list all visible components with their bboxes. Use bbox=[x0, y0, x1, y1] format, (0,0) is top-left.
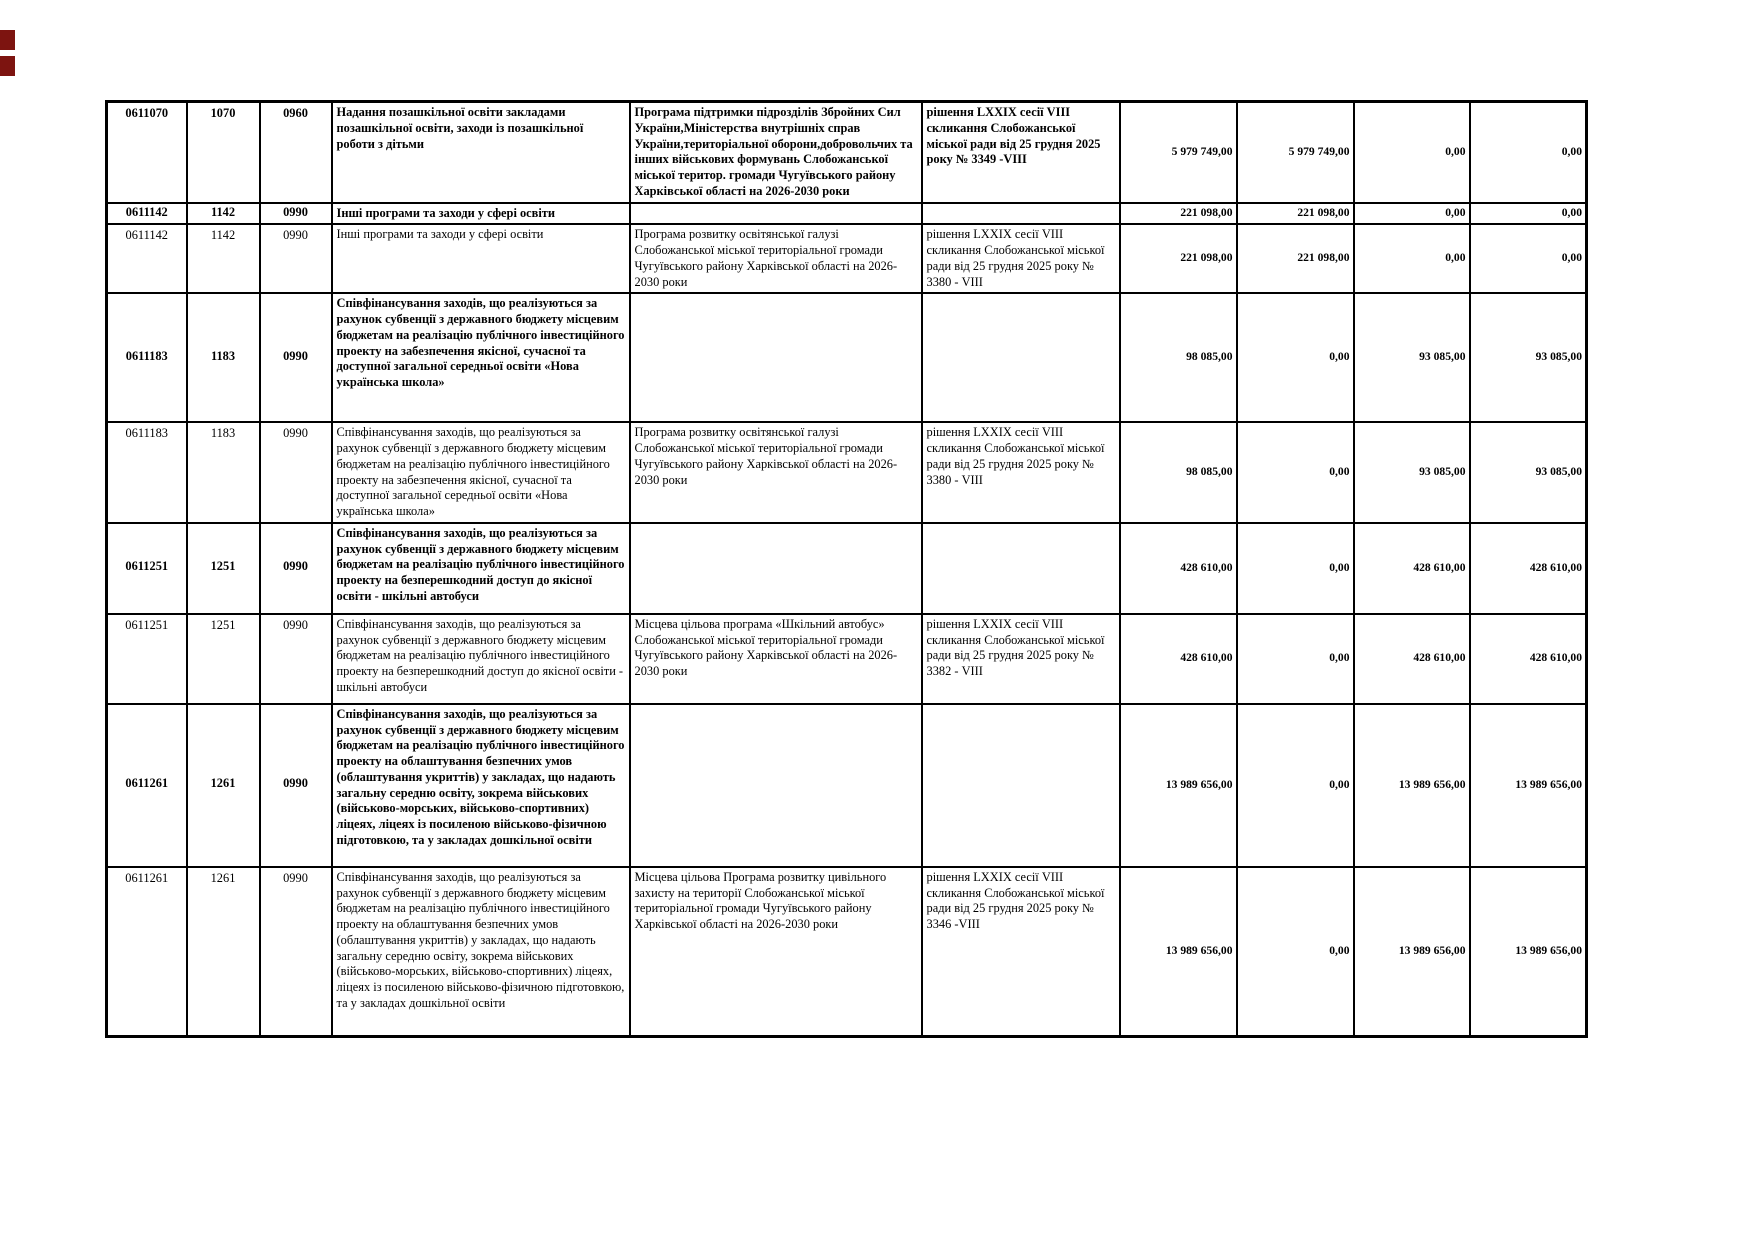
cell-code-program-classifier: 0611261 bbox=[107, 867, 187, 1037]
cell-code-tpkvk: 1070 bbox=[187, 102, 260, 203]
cell-amount-total: 428 610,00 bbox=[1120, 614, 1237, 704]
table-row bbox=[107, 704, 1587, 867]
cell-amount-total: 5 979 749,00 bbox=[1120, 102, 1237, 203]
cell-amount-development-budget: 428 610,00 bbox=[1470, 523, 1587, 614]
cell-local-program-name: Місцева цільова Програма розвитку цивільного захисту на території Слобожанської міської територіальної громади Чугуївського району Харківської області на 2026-2030 роки bbox=[630, 867, 922, 1037]
cell-approving-decision bbox=[922, 704, 1120, 867]
cell-code-functional: 0990 bbox=[260, 614, 332, 704]
cell-amount-general-fund: 0,00 bbox=[1237, 523, 1354, 614]
cell-local-program-name: Програма розвитку освітянської галузі Слобожанської міської територіальної громади Чугуївського району Харківської області на 2026-2030 роки bbox=[630, 422, 922, 523]
table-row bbox=[107, 224, 1587, 293]
cell-amount-general-fund: 0,00 bbox=[1237, 614, 1354, 704]
cell-amount-development-budget: 13 989 656,00 bbox=[1470, 867, 1587, 1037]
annotation-mark-icon bbox=[0, 56, 15, 76]
cell-local-program-name: Місцева цільова програма «Шкільний автобус» Слобожанської міської територіальної громади Чугуївського району Харківської області на 2026-2030 роки bbox=[630, 614, 922, 704]
cell-local-program-name bbox=[630, 203, 922, 225]
cell-approving-decision: рішення LXXIX сесії VIII скликання Слобожанської міської ради від 25 грудня 2025 року № 3382 - VIII bbox=[922, 614, 1120, 704]
cell-expenditure-name: Інші програми та заходи у сфері освіти bbox=[332, 203, 630, 225]
cell-code-functional: 0990 bbox=[260, 422, 332, 523]
cell-code-functional: 0990 bbox=[260, 867, 332, 1037]
cell-expenditure-name: Співфінансування заходів, що реалізуються за рахунок субвенції з державного бюджету місцевим бюджетам на реалізацію публічного інвестиційного проекту на безперешкодний доступ до якісної освіти - шкільні автобуси bbox=[332, 523, 630, 614]
cell-amount-development-budget: 93 085,00 bbox=[1470, 422, 1587, 523]
table-row bbox=[107, 867, 1587, 1037]
table-row bbox=[107, 102, 1587, 203]
cell-amount-special-fund: 0,00 bbox=[1354, 102, 1470, 203]
cell-approving-decision: рішення LXXIX сесії VIII скликання Слобожанської міської ради від 25 грудня 2025 року № 3380 - VIII bbox=[922, 422, 1120, 523]
cell-code-functional: 0990 bbox=[260, 203, 332, 225]
cell-code-tpkvk: 1183 bbox=[187, 422, 260, 523]
cell-amount-total: 13 989 656,00 bbox=[1120, 867, 1237, 1037]
cell-amount-special-fund: 13 989 656,00 bbox=[1354, 704, 1470, 867]
cell-approving-decision: рішення LXXIX сесії VIII скликання Слобожанської міської ради від 25 грудня 2025 року № 3349 -VIII bbox=[922, 102, 1120, 203]
cell-amount-development-budget: 13 989 656,00 bbox=[1470, 704, 1587, 867]
cell-expenditure-name: Співфінансування заходів, що реалізуються за рахунок субвенції з державного бюджету місцевим бюджетам на реалізацію публічного інвестиційного проекту на безперешкодний доступ до якісної освіти - шкільні автобуси bbox=[332, 614, 630, 704]
annotation-mark-icon bbox=[0, 30, 15, 50]
cell-amount-special-fund: 0,00 bbox=[1354, 203, 1470, 225]
table-row bbox=[107, 293, 1587, 422]
cell-expenditure-name: Співфінансування заходів, що реалізуються за рахунок субвенції з державного бюджету місцевим бюджетам на реалізацію публічного інвестиційного проекту на облаштування безпечних умов (облаштування укриттів) у закладах, що надають загальну середню освіту, зокрема військових (військово-морських, військово-спортивних) ліцеях, ліцеях із посиленою військово-фізичною підготовкою, та у закладах дошкільної освіти bbox=[332, 704, 630, 867]
cell-code-functional: 0990 bbox=[260, 293, 332, 422]
cell-code-tpkvk: 1261 bbox=[187, 867, 260, 1037]
cell-code-program-classifier: 0611183 bbox=[107, 293, 187, 422]
cell-local-program-name bbox=[630, 704, 922, 867]
cell-amount-special-fund: 93 085,00 bbox=[1354, 293, 1470, 422]
cell-code-functional: 0990 bbox=[260, 224, 332, 293]
cell-expenditure-name: Співфінансування заходів, що реалізуються за рахунок субвенції з державного бюджету місцевим бюджетам на реалізацію публічного інвестиційного проекту на облаштування безпечних умов (облаштування укриттів) у закладах, що надають загальну середню освіту, зокрема військових (військово-морських, військово-спортивних) ліцеях, ліцеях із посиленою військово-фізичною підготовкою, та у закладах дошкільної освіти bbox=[332, 867, 630, 1037]
cell-amount-total: 221 098,00 bbox=[1120, 224, 1237, 293]
cell-local-program-name: Програма розвитку освітянської галузі Слобожанської міської територіальної громади Чугуївського району Харківської області на 2026-2030 роки bbox=[630, 224, 922, 293]
cell-amount-total: 98 085,00 bbox=[1120, 422, 1237, 523]
cell-code-program-classifier: 0611261 bbox=[107, 704, 187, 867]
cell-amount-total: 98 085,00 bbox=[1120, 293, 1237, 422]
cell-amount-total: 221 098,00 bbox=[1120, 203, 1237, 225]
cell-code-tpkvk: 1142 bbox=[187, 203, 260, 225]
cell-code-tpkvk: 1142 bbox=[187, 224, 260, 293]
cell-amount-special-fund: 13 989 656,00 bbox=[1354, 867, 1470, 1037]
cell-amount-general-fund: 221 098,00 bbox=[1237, 224, 1354, 293]
cell-local-program-name bbox=[630, 293, 922, 422]
cell-approving-decision bbox=[922, 293, 1120, 422]
cell-amount-special-fund: 93 085,00 bbox=[1354, 422, 1470, 523]
cell-expenditure-name: Співфінансування заходів, що реалізуються за рахунок субвенції з державного бюджету місцевим бюджетам на реалізацію публічного інвестиційного проекту на забезпечення якісної, сучасної та доступної загальної середньої освіти «Нова українська школа» bbox=[332, 422, 630, 523]
table-row bbox=[107, 614, 1587, 704]
cell-amount-development-budget: 0,00 bbox=[1470, 102, 1587, 203]
cell-code-tpkvk: 1261 bbox=[187, 704, 260, 867]
cell-amount-development-budget: 0,00 bbox=[1470, 203, 1587, 225]
table-row bbox=[107, 203, 1587, 225]
cell-code-tpkvk: 1251 bbox=[187, 614, 260, 704]
cell-local-program-name bbox=[630, 523, 922, 614]
cell-code-program-classifier: 0611070 bbox=[107, 102, 187, 203]
table-row bbox=[107, 422, 1587, 523]
cell-amount-general-fund: 221 098,00 bbox=[1237, 203, 1354, 225]
cell-amount-general-fund: 5 979 749,00 bbox=[1237, 102, 1354, 203]
cell-code-program-classifier: 0611251 bbox=[107, 614, 187, 704]
cell-code-tpkvk: 1251 bbox=[187, 523, 260, 614]
cell-amount-special-fund: 428 610,00 bbox=[1354, 523, 1470, 614]
cell-amount-development-budget: 0,00 bbox=[1470, 224, 1587, 293]
cell-amount-general-fund: 0,00 bbox=[1237, 293, 1354, 422]
cell-expenditure-name: Співфінансування заходів, що реалізуються за рахунок субвенції з державного бюджету місцевим бюджетам на реалізацію публічного інвестиційного проекту на забезпечення якісної, сучасної та доступної загальної середньої освіти «Нова українська школа» bbox=[332, 293, 630, 422]
cell-approving-decision bbox=[922, 523, 1120, 614]
cell-approving-decision bbox=[922, 203, 1120, 225]
cell-amount-special-fund: 0,00 bbox=[1354, 224, 1470, 293]
cell-code-program-classifier: 0611251 bbox=[107, 523, 187, 614]
cell-amount-total: 428 610,00 bbox=[1120, 523, 1237, 614]
cell-expenditure-name: Інші програми та заходи у сфері освіти bbox=[332, 224, 630, 293]
cell-amount-general-fund: 0,00 bbox=[1237, 867, 1354, 1037]
cell-code-program-classifier: 0611142 bbox=[107, 224, 187, 293]
cell-code-functional: 0960 bbox=[260, 102, 332, 203]
table-row bbox=[107, 523, 1587, 614]
cell-expenditure-name: Надання позашкільної освіти закладами позашкільної освіти, заходи із позашкільної роботи з дітьми bbox=[332, 102, 630, 203]
cell-code-program-classifier: 0611142 bbox=[107, 203, 187, 225]
cell-approving-decision: рішення LXXIX сесії VIII скликання Слобожанської міської ради від 25 грудня 2025 року № 3346 -VIII bbox=[922, 867, 1120, 1037]
cell-local-program-name: Програма підтримки підрозділів Збройних Сил України,Міністерства внутрішніх справ України,територіальної оборони,добровольчих та інших військових формувань Слобожанської міської територ. громади Чугуївського району Харківської області на 2026-2030 роки bbox=[630, 102, 922, 203]
cell-amount-total: 13 989 656,00 bbox=[1120, 704, 1237, 867]
cell-code-functional: 0990 bbox=[260, 523, 332, 614]
table-body bbox=[107, 102, 1587, 1037]
cell-amount-general-fund: 0,00 bbox=[1237, 704, 1354, 867]
cell-amount-special-fund: 428 610,00 bbox=[1354, 614, 1470, 704]
cell-code-program-classifier: 0611183 bbox=[107, 422, 187, 523]
cell-amount-general-fund: 0,00 bbox=[1237, 422, 1354, 523]
cell-code-functional: 0990 bbox=[260, 704, 332, 867]
budget-programs-table bbox=[105, 100, 1588, 1038]
cell-code-tpkvk: 1183 bbox=[187, 293, 260, 422]
cell-amount-development-budget: 93 085,00 bbox=[1470, 293, 1587, 422]
cell-amount-development-budget: 428 610,00 bbox=[1470, 614, 1587, 704]
cell-approving-decision: рішення LXXIX сесії VIII скликання Слобожанської міської ради від 25 грудня 2025 року № 3380 - VIII bbox=[922, 224, 1120, 293]
